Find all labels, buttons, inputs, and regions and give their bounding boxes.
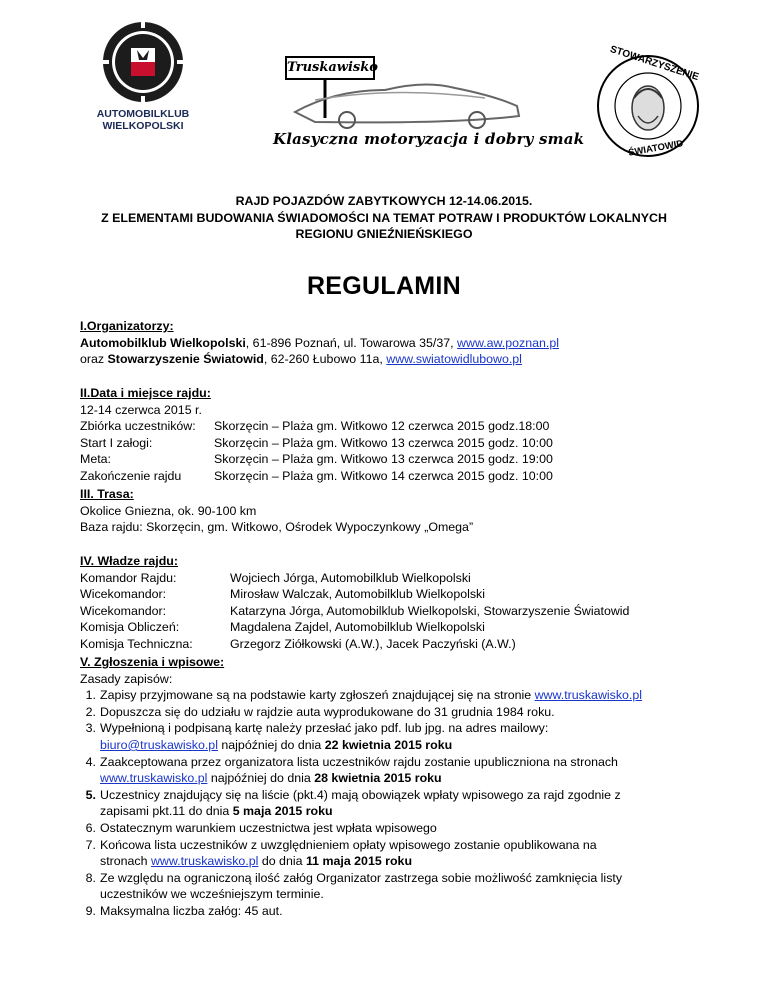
organizer-1-address: , 61-896 Poznań, ul. Towarowa 35/37, (245, 335, 458, 350)
authority-row (80, 586, 720, 603)
rule-text: najpóźniej do dnia (207, 771, 315, 786)
rule-number: 6. (85, 820, 96, 835)
organizer-2 (80, 351, 720, 368)
dates-row-value: Skorzęcin – Plaża gm. Witkowo 12 czerwca 2015 godz.18:00 (214, 419, 550, 434)
truskawisko-tagline: Klasyczna motoryzacja i dobry smak (273, 130, 585, 148)
title-line-3: REGIONU GNIEŹNIEŃSKIEGO (295, 227, 473, 242)
swiatowid-bottom-text: ŚWIATOWID (627, 138, 685, 159)
authority-role: Komisja Techniczna: (80, 636, 193, 651)
organizer-1 (80, 335, 720, 352)
rule-text: Wypełnioną i podpisaną kartę należy przesłać jako pdf. lub jpg. na adres mailowy: (100, 721, 549, 736)
rule-deadline: 5 maja 2015 roku (232, 804, 333, 819)
title-line-2: Z ELEMENTAMI BUDOWANIA ŚWIADOMOŚCI NA TEMAT POTRAW I PRODUKTÓW LOKALNYCH (101, 210, 667, 225)
organizer-2-name: Stowarzyszenie Światowid (107, 352, 264, 367)
rule-continuation (100, 770, 720, 787)
list-item (80, 687, 720, 704)
dates-row (80, 418, 720, 435)
rule-continuation (100, 803, 720, 820)
organizer-2-address: , 62-260 Łubowo 11a, (263, 352, 387, 367)
dates-range: 12-14 czerwca 2015 r. (80, 402, 202, 417)
rule-text: Dopuszcza się do udziału w rajdzie auta wyprodukowane do 31 grudnia 1984 roku. (100, 704, 555, 719)
classic-car-icon (255, 40, 535, 130)
rule-number: 5. (85, 787, 96, 802)
authorities-section (80, 553, 720, 653)
swiatowid-top-text: STOWARZYSZENIE (608, 43, 701, 84)
title-line-1: RAJD POJAZDÓW ZABYTKOWYCH 12-14.06.2015. (235, 194, 533, 208)
rule-text: Ze względu na ograniczoną ilość załóg Organizator zastrzega sobie możliwość zamknięcia listy (100, 870, 623, 885)
authority-person: Mirosław Walczak, Automobilklub Wielkopolski (230, 587, 486, 602)
truskawisko-logo (255, 40, 585, 152)
dates-row (80, 435, 720, 452)
authority-role: Wicekomandor: (80, 603, 167, 618)
dates-row (80, 451, 720, 468)
rule-continuation (100, 853, 720, 870)
rule-text: stronach (100, 854, 151, 869)
authority-role: Komisja Obliczeń: (80, 620, 180, 635)
list-item (80, 870, 720, 903)
rule-text: Końcowa lista uczestników z uwzględnieniem opłaty wpisowego zostanie opublikowana na (100, 837, 597, 852)
dates-row-label: Zakończenie rajdu (80, 468, 182, 483)
list-item (80, 704, 720, 721)
rule-text: najpóźniej do dnia (217, 737, 325, 752)
dates-row-label: Zbiórka uczestników: (80, 419, 196, 434)
rule-text: Zaakceptowana przez organizatora lista uczestników rajdu zostanie upubliczniona na stronach (100, 754, 618, 769)
organizer-2-prefix: oraz (80, 352, 108, 367)
organizer-1-name: Automobilklub Wielkopolski (80, 335, 246, 350)
rule-number: 1. (85, 688, 96, 703)
automobilklub-name-line1: AUTOMOBILKLUB (96, 108, 190, 120)
authority-role: Wicekomandor: (80, 587, 167, 602)
dates-heading: II.Data i miejsce rajdu: (80, 386, 211, 400)
rule-continuation: uczestników we wcześniejszym terminie. (100, 887, 324, 902)
rule-number: 4. (85, 754, 96, 769)
entries-section (80, 654, 720, 920)
authority-person: Grzegorz Ziółkowski (A.W.), Jacek Paczyński (A.W.) (230, 636, 516, 651)
authority-person: Katarzyna Jórga, Automobilklub Wielkopolski, Stowarzyszenie Światowid (230, 603, 630, 618)
organizer-1-link[interactable]: www.aw.poznan.pl (457, 335, 559, 350)
list-item (80, 820, 720, 837)
rule-number: 7. (85, 837, 96, 852)
email-link[interactable]: biuro@truskawisko.pl (100, 737, 218, 752)
authorities-heading: IV. Władze rajdu: (80, 554, 178, 568)
entries-rules-list (80, 687, 720, 919)
authority-person: Magdalena Zajdel, Automobilklub Wielkopolski (230, 620, 485, 635)
list-item (80, 787, 720, 820)
rule-text: Uczestnicy znajdujący się na liście (pkt.4) mają obowiązek wpłaty wpisowego za rajd zgodnie z (100, 787, 621, 802)
rule-text: Ostatecznym warunkiem uczestnictwa jest wpłata wpisowego (100, 820, 437, 835)
dates-row-value: Skorzęcin – Plaża gm. Witkowo 13 czerwca 2015 godz. 19:00 (214, 452, 553, 467)
organizers-section (80, 318, 720, 368)
dates-row-label: Meta: (80, 452, 111, 467)
authority-row (80, 619, 720, 636)
dates-row-value: Skorzęcin – Plaża gm. Witkowo 13 czerwca 2015 godz. 10:00 (214, 435, 553, 450)
list-item (80, 903, 720, 920)
route-section (80, 486, 720, 536)
rule-deadline: 28 kwietnia 2015 roku (314, 771, 442, 786)
dates-row-value: Skorzęcin – Plaża gm. Witkowo 14 czerwca 2015 godz. 10:00 (214, 468, 553, 483)
list-item (80, 754, 720, 787)
swiatowid-logo (592, 43, 704, 162)
automobilklub-logo (78, 20, 208, 160)
rule-text: zapisami pkt.11 do dnia (100, 804, 233, 819)
organizers-heading: I.Organizatorzy: (80, 319, 174, 333)
route-base: Baza rajdu: Skorzęcin, gm. Witkowo, Ośrodek Wypoczynkowy „Omega” (80, 520, 474, 535)
rally-title (80, 193, 688, 243)
truskawisko-link[interactable]: www.truskawisko.pl (150, 854, 259, 869)
rule-deadline: 22 kwietnia 2015 roku (324, 737, 453, 752)
rule-deadline: 11 maja 2015 roku (305, 854, 413, 869)
authority-row (80, 570, 720, 587)
rule-text: Zapisy przyjmowane są na podstawie karty zgłoszeń znajdującej się na stronie (100, 688, 535, 703)
rule-continuation (100, 737, 720, 754)
list-item (80, 837, 720, 870)
truskawisko-link[interactable]: www.truskawisko.pl (100, 771, 208, 786)
route-area: Okolice Gniezna, ok. 90-100 km (80, 503, 257, 518)
organizer-2-link[interactable]: www.swiatowidlubowo.pl (386, 352, 522, 367)
rule-number: 8. (85, 870, 96, 885)
rule-text: do dnia (258, 854, 306, 869)
authority-row (80, 603, 720, 620)
authority-row (80, 636, 720, 653)
entries-intro: Zasady zapisów: (80, 671, 173, 686)
dates-row-label: Start I załogi: (80, 435, 153, 450)
authority-role: Komandor Rajdu: (80, 570, 177, 585)
truskawisko-sign: Truskawisko (285, 56, 375, 80)
rule-number: 2. (85, 704, 96, 719)
dates-section (80, 385, 720, 485)
automobilklub-emblem-icon (101, 20, 185, 104)
dates-row (80, 468, 720, 485)
rule-number: 3. (85, 721, 96, 736)
authority-person: Wojciech Jórga, Automobilklub Wielkopolski (230, 570, 471, 585)
page-title: REGULAMIN (306, 272, 462, 300)
truskawisko-link[interactable]: www.truskawisko.pl (534, 688, 643, 703)
route-heading: III. Trasa: (80, 487, 134, 501)
rule-number: 9. (85, 903, 96, 918)
entries-heading: V. Zgłoszenia i wpisowe: (80, 655, 225, 669)
rule-text: Maksymalna liczba załóg: 45 aut. (100, 903, 283, 918)
automobilklub-name-line2: WIELKOPOLSKI (102, 120, 184, 132)
list-item (80, 720, 720, 753)
